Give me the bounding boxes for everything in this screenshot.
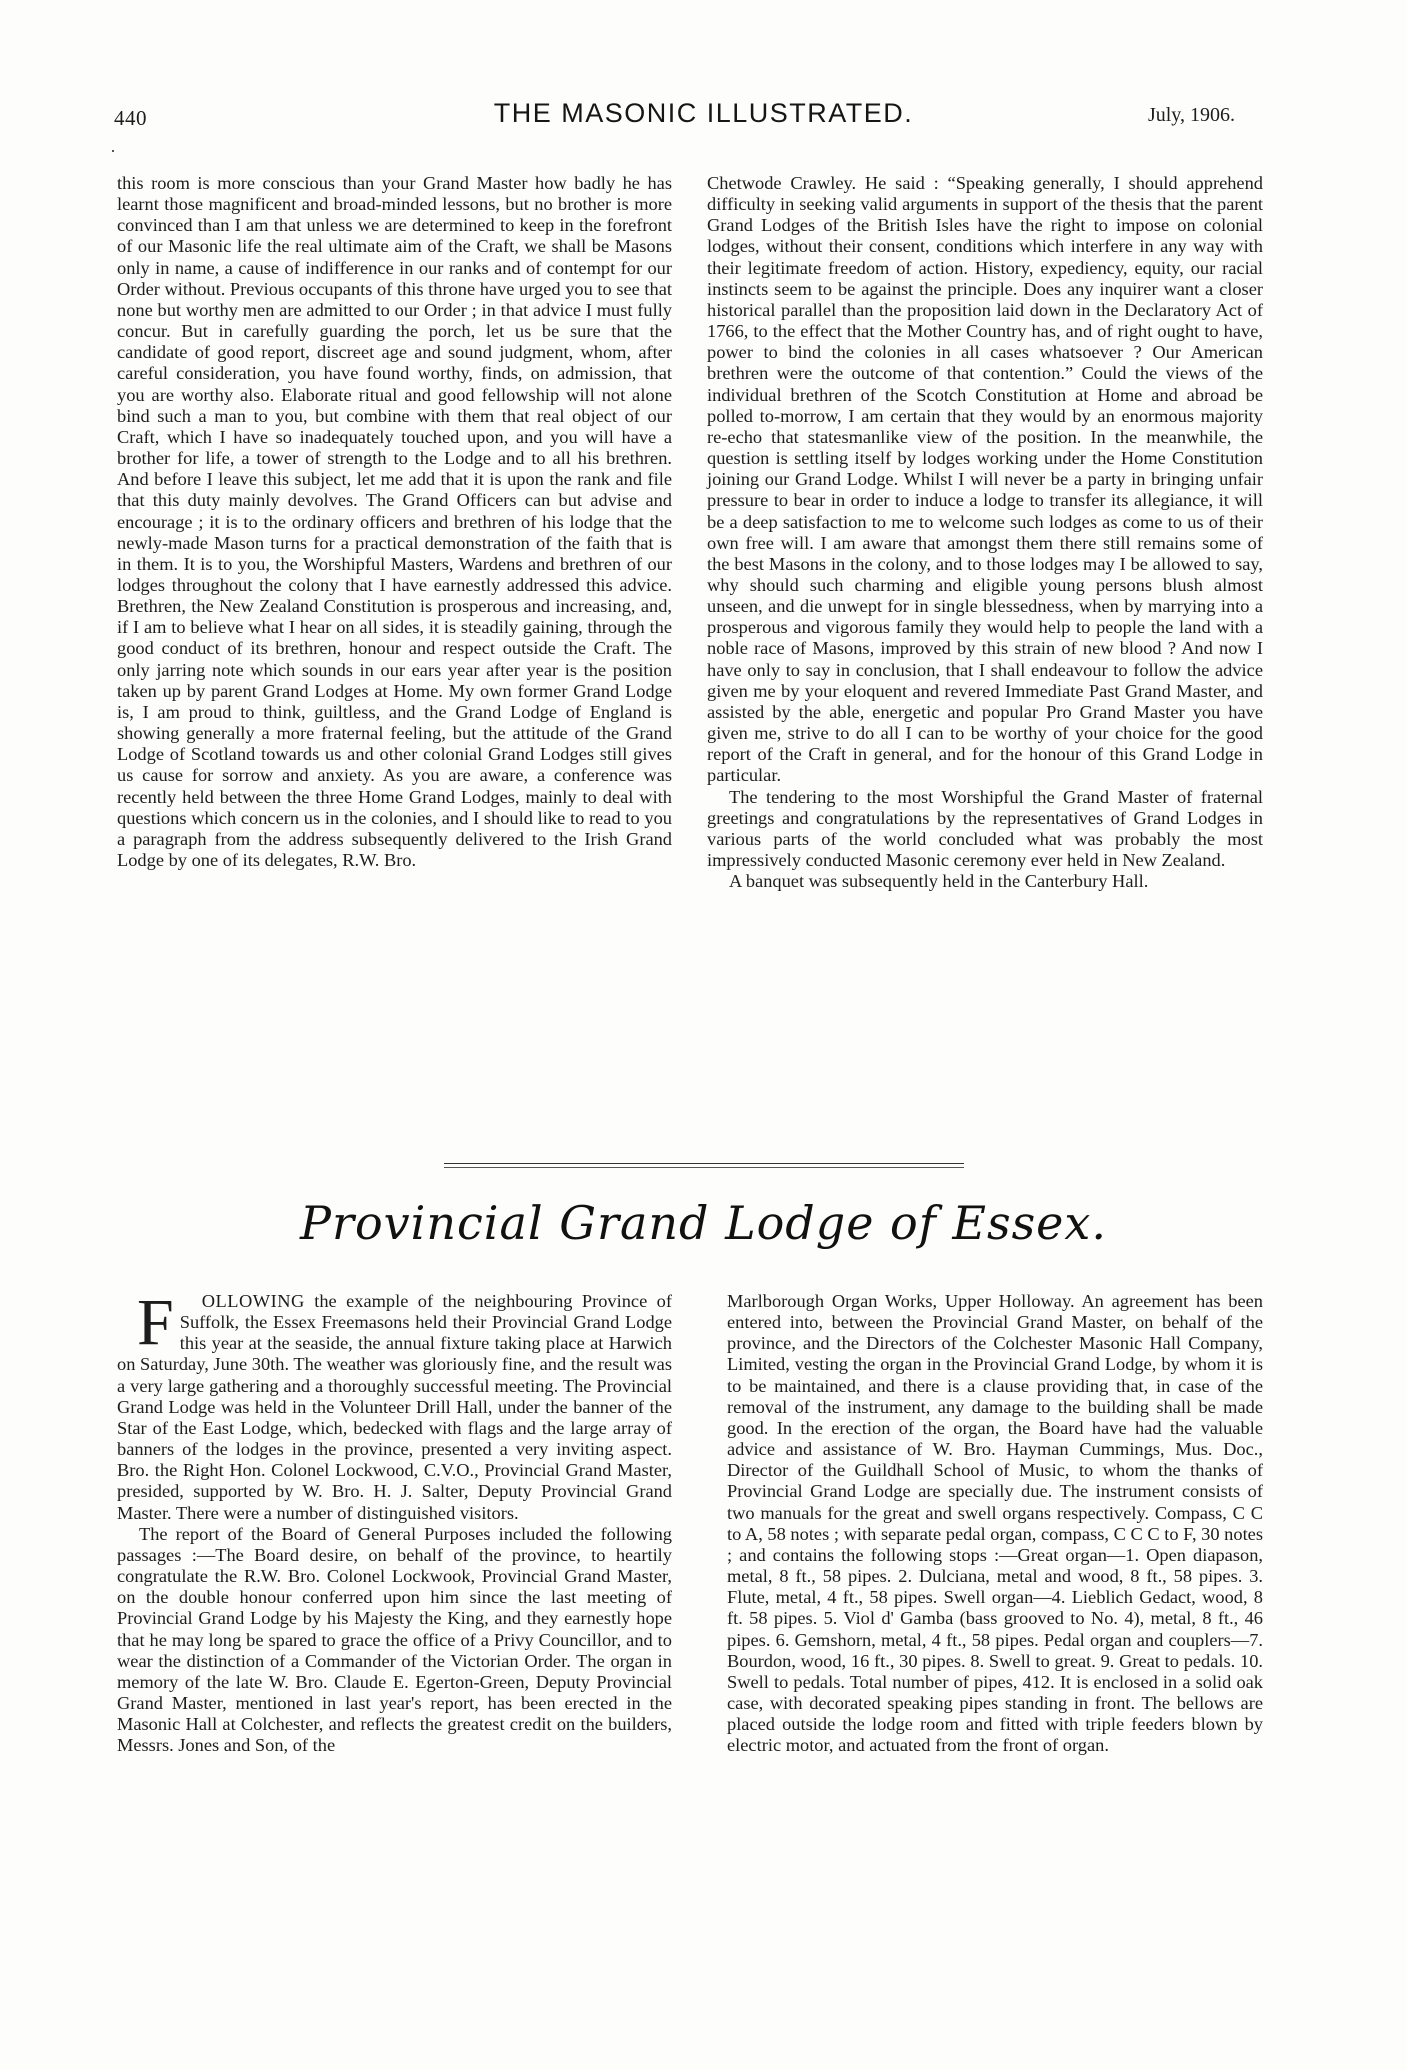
upper-left-column [117,173,672,871]
paragraph: Chetwode Crawley. He said : “Speaking generally, I should apprehend difficulty in seeking valid arguments in support of the thesis that the parent Grand Lodges of the British Isles have the right to impose on colonial lodges, without their consent, conditions which interfere in any way with their legitimate freedom of action. History, expediency, equity, our racial instincts seem to be against the principle. Does any inquirer want a closer historical parallel than the proposition laid down in the Declaratory Act of 1766, to the effect that the Mother Country has, and of right ought to have, power to bind the colonies in all cases whatsoever ? Our American brethren were the outcome of that contention.” Could the views of the individual brethren of the Scotch Constitution at Home and abroad be polled to-morrow, I am certain that they would by an enormous majority re-echo that statesmanlike view of the position. In the meanwhile, the question is settling itself by lodges working under the Home Constitution joining our Grand Lodge. Whilst I will never be a party in bringing unfair pressure to bear in order to induce a lodge to transfer its allegiance, it will be a deep satisfaction to me to welcome such lodges as come to us of their own free will. I am aware that amongst them there still remains some of the best Masons in the colony, and to those lodges may I be allowed to say, why should such charming and eligible young persons blush almost unseen, and die unwept for in single blessedness, when by marrying into a prosperous and vigorous family they would help to people the land with a noble race of Masons, improved by this strain of new blood ? And now I have only to say in conclusion, that I shall endeavour to follow the advice given me by your eloquent and revered Immediate Past Grand Master, and assisted by the able, energetic and popular Pro Grand Master you have given me, strive to do all I can to be worthy of your choice for the good report of the Craft in general, and for the honour of this Grand Lodge in particular. [707,173,1263,786]
lead-paragraph-text: the example of the neighbouring Province of Suffolk, the Essex Freemasons held their Provincial Grand Lodge this year at the seaside, the annual fixture taking place at Harwich on Saturday, June 30th. The weather was gloriously fine, and the result was a very large gathering and a thoroughly successful meeting. The Provincial Grand Lodge was held in the Volunteer Drill Hall, under the banner of the Star of the East Lodge, which, bedecked with flags and the large array of banners of the lodges in the province, presented a very inviting aspect. Bro. the Right Hon. Colonel Lockwood, C.V.O., Provincial Grand Master, presided, supported by W. Bro. H. J. Salter, Deputy Provincial Grand Master. There were a number of distinguished visitors. [117,1291,672,1523]
lead-paragraph [117,1286,672,1524]
paragraph: The report of the Board of General Purposes included the following passages :—The Board desire, on behalf of the province, to heartily congratulate the R.W. Bro. Colonel Lockwook, Provincial Grand Master, on the double honour conferred upon him since the last meeting of Provincial Grand Lodge by his Majesty the King, and they earnestly hope that he may long be spared to grace the office of a Privy Councillor, and to wear the distinction of a Commander of the Victorian Order. The organ in memory of the late W. Bro. Claude E. Egerton-Green, Deputy Provincial Grand Master, mentioned in last year's report, has been erected in the Masonic Hall at Colchester, and reflects the greatest credit on the builders, Messrs. Jones and Son, of the [117,1523,672,1756]
lead-caps: OLLOWING [201,1291,305,1311]
upper-right-column [707,173,1263,892]
paragraph: Marlborough Organ Works, Upper Holloway. An agreement has been entered into, between the Provincial Grand Master, on behalf of the province, and the Directors of the Colchester Masonic Hall Company, Limited, vesting the organ in the Provincial Grand Lodge, by whom it is to be maintained, and there is a clause providing that, in case of the removal of the instrument, any damage to the building shall be made good. In the erection of the organ, the Board have had the valuable advice and assistance of W. Bro. Hayman Cummings, Mus. Doc., Director of the Guildhall School of Music, to whom the thanks of Provincial Grand Lodge are specially due. The instrument consists of two manuals for the great and swell organs respectively. Compass, C C to A, 58 notes ; with separate pedal organ, compass, C C C to F, 30 notes ; and contains the following stops :—Great organ—1. Open diapason, metal, 8 ft., 58 pipes. 2. Dulciana, metal and wood, 8 ft., 58 pipes. 3. Flute, metal, 4 ft., 58 pipes. Swell organ—4. Lieblich Gedact, wood, 8 ft. 58 pipes. 5. Viol d' Gamba (bass grooved to No. 4), metal, 8 ft., 46 pipes. 6. Gemshorn, metal, 4 ft., 58 pipes. Pedal organ and couplers—7. Bourdon, wood, 16 ft., 30 pipes. 8. Swell to great. 9. Great to pedals. 10. Swell to pedals. Total number of pipes, 412. It is enclosed in a solid oak case, with decorated speaking pipes standing in front. The bellows are placed outside the lodge room and fitted with triple feeders blown by electric motor, and actuated from the front of organ. [727,1291,1263,1756]
paragraph: A banquet was subsequently held in the Canterbury Hall. [729,871,1149,892]
lower-left-column [117,1286,672,1756]
section-heading: Provincial Grand Lodge of Essex. [300,1196,1107,1250]
printer-speck [112,150,114,152]
divider-rule-top [444,1163,964,1164]
page-number: 440 [114,106,147,130]
running-title: THE MASONIC ILLUSTRATED. [493,98,914,128]
section-divider [444,1163,964,1171]
issue-date: July, 1906. [1147,104,1235,126]
divider-rule-bottom [444,1167,964,1168]
paragraph: this room is more conscious than your Grand Master how badly he has learnt those magnificent and broad-minded lessons, but no brother is more convinced than I am that unless we are determined to keep in the forefront of our Masonic life the real ultimate aim of the Craft, we shall be Masons only in name, a cause of indifference in our ranks and of contempt for our Order without. Previous occupants of this throne have urged you to see that none but worthy men are admitted to our Order ; in that advice I must fully concur. But in carefully guarding the porch, let us be sure that the candidate of good report, discreet age and sound judgment, whom, after careful consideration, you have found worthy, finds, on admission, that you are worthy also. Elaborate ritual and good fellowship will not alone bind such a man to you, but combine with them that real object of our Craft, which I have so inadequately touched upon, and you will have a brother for life, a tower of strength to the Lodge and to all his brethren. And before I leave this subject, let me add that it is upon the rank and file that this duty mainly devolves. The Grand Officers can but advise and encourage ; it is to the ordinary officers and brethren of his lodge that the newly-made Mason turns for a practical demonstration of the faith that is in them. It is to you, the Worshipful Masters, Wardens and brethren of our lodges throughout the colony that I have earnestly addressed this advice. Brethren, the New Zealand Constitution is prosperous and increasing, and, if I am to believe what I hear on all sides, it is steadily gaining, through the good conduct of its brethren, honour and respect outside the Craft. The only jarring note which sounds in our ears year after year is the position taken up by parent Grand Lodges at Home. My own former Grand Lodge is, I am proud to think, guiltless, and the Grand Lodge of England is showing generally a more fraternal feeling, but the attitude of the Grand Lodge of Scotland towards us and other colonial Grand Lodges still gives us cause for sorrow and anxiety. As you are aware, a conference was recently held between the three Home Grand Lodges, mainly to deal with questions which concern us in the colonies, and I should like to read to you a paragraph from the address subsequently delivered to the Irish Grand Lodge by one of its delegates, R.W. Bro. [117,173,672,870]
drop-cap: F [137,1286,174,1359]
lower-right-column [727,1291,1263,1756]
paragraph: The tendering to the most Worshipful the Grand Master of fraternal greetings and congratulations by the representatives of Grand Lodges in various parts of the world concluded what was probably the most impressively conducted Masonic ceremony ever held in New Zealand. [707,786,1263,870]
